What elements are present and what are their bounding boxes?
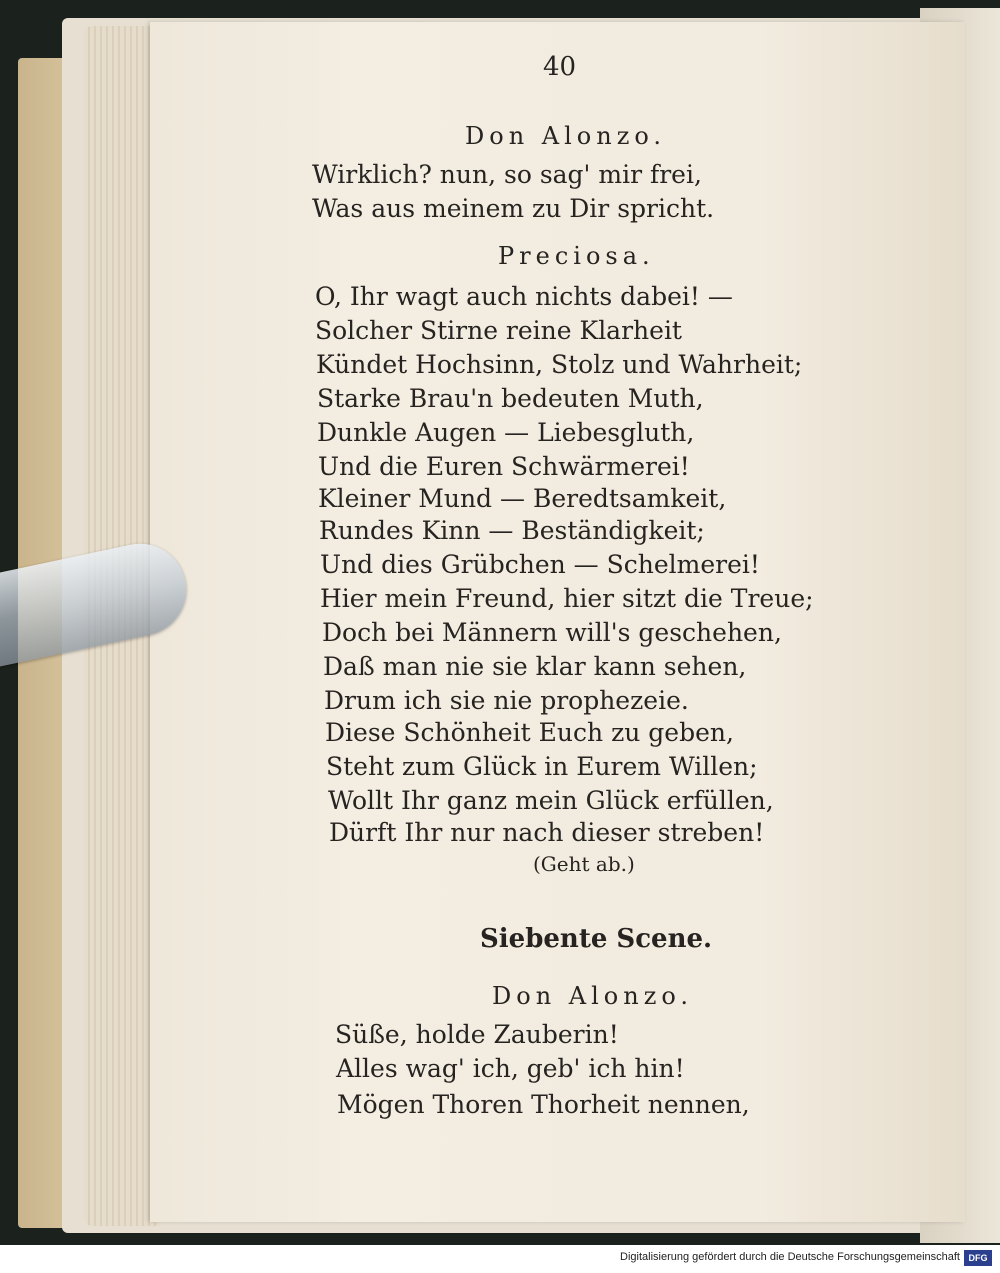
funding-credit: Digitalisierung gefördert durch die Deutsche Forschungsgemeinschaft	[620, 1251, 960, 1263]
stage-direction: (Geht ab.)	[533, 852, 635, 876]
verse-line: Diese Schönheit Euch zu geben,	[325, 718, 734, 747]
verse-line: Was aus meinem zu Dir spricht.	[312, 194, 715, 223]
attribution-footer	[0, 1245, 1000, 1273]
speaker-name: Preciosa.	[498, 242, 655, 270]
dfg-logo: DFG	[964, 1250, 992, 1266]
verse-line: Wollt Ihr ganz mein Glück erfüllen,	[328, 786, 774, 815]
verse-line: Doch bei Männern will's geschehen,	[322, 618, 782, 647]
verse-line: Und dies Grübchen — Schelmerei!	[320, 550, 760, 579]
verse-line: O, Ihr wagt auch nichts dabei! —	[315, 282, 733, 311]
verse-line: Wirklich? nun, so sag' mir frei,	[312, 160, 702, 189]
verse-line: Drum ich sie nie prophezeie.	[324, 686, 689, 715]
speaker-name: Don Alonzo.	[492, 982, 693, 1010]
verse-line: Rundes Kinn — Beständigkeit;	[319, 516, 705, 545]
verse-line: Solcher Stirne reine Klarheit	[315, 316, 682, 345]
verse-line: Kündet Hochsinn, Stolz und Wahrheit;	[316, 350, 803, 379]
scene-heading: Siebente Scene.	[480, 924, 713, 954]
verse-line: Kleiner Mund — Beredtsamkeit,	[318, 484, 727, 513]
verse-line: Alles wag' ich, geb' ich hin!	[336, 1054, 685, 1083]
verse-line: Daß man nie sie klar kann sehen,	[323, 652, 747, 681]
verse-line: Süße, holde Zauberin!	[335, 1020, 619, 1049]
verse-line: Mögen Thoren Thorheit nennen,	[337, 1090, 750, 1119]
page-number: 40	[543, 52, 577, 82]
verse-line: Hier mein Freund, hier sitzt die Treue;	[320, 584, 814, 613]
verse-line: Und die Euren Schwärmerei!	[318, 452, 690, 481]
verse-line: Dunkle Augen — Liebesgluth,	[317, 418, 695, 447]
speaker-name: Don Alonzo.	[465, 122, 666, 150]
verse-line: Starke Brau'n bedeuten Muth,	[317, 384, 704, 413]
verse-line: Steht zum Glück in Eurem Willen;	[326, 752, 758, 781]
verse-line: Dürft Ihr nur nach dieser streben!	[329, 818, 765, 847]
